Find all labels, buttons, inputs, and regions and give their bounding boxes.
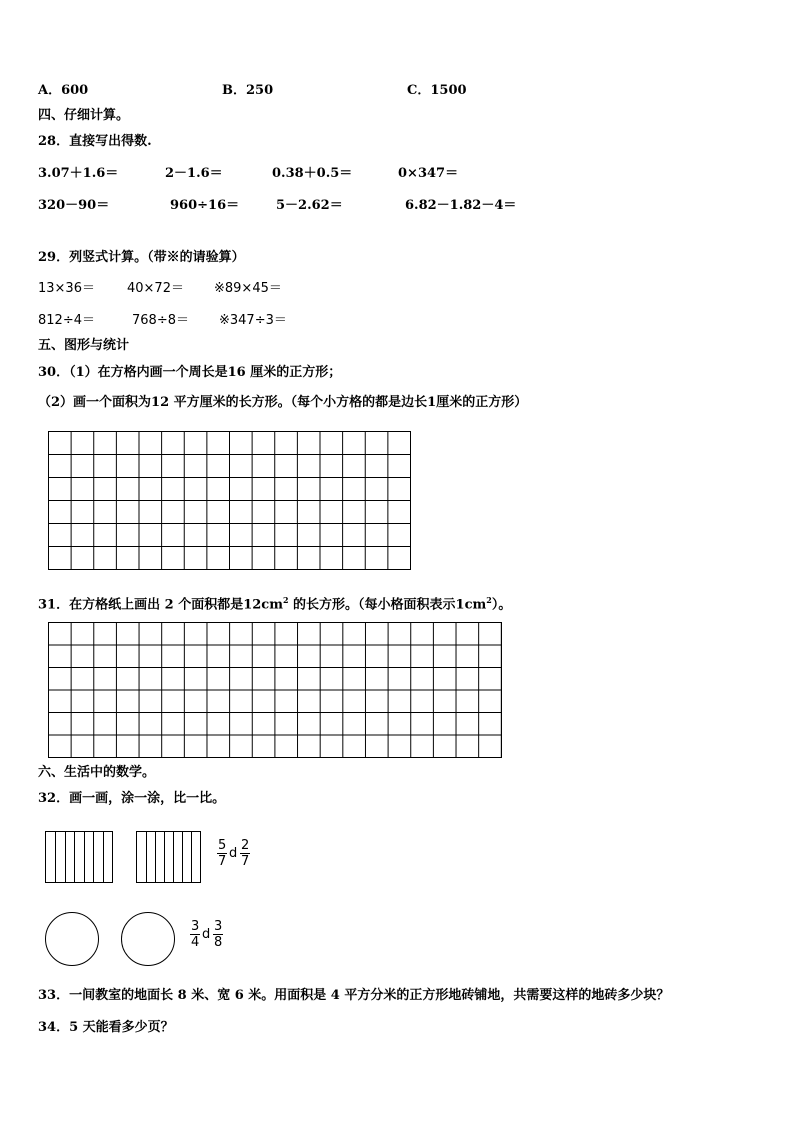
strip-divider [74, 832, 75, 882]
section-heading-4: 四、仔细计算。 [38, 108, 130, 123]
strip-divider [65, 832, 66, 882]
strip-divider [103, 832, 104, 882]
question-31-text [38, 592, 511, 613]
question-34: 34．5 天能看多少页？ [38, 1020, 174, 1035]
choice-b: B．250 [222, 83, 274, 98]
compare-symbol-blank[interactable]: d [229, 846, 238, 861]
q29-expr: 768÷8＝ [132, 313, 189, 328]
question-32-title: 32．画一画，涂一涂，比一比。 [38, 791, 226, 806]
q29-expr: 812÷4＝ [38, 313, 95, 328]
q31-text-part: ）。 [491, 597, 512, 613]
q29-expr: ※347÷3＝ [219, 313, 287, 328]
strip-divider [146, 832, 147, 882]
fraction-3-4 [190, 919, 200, 950]
numerator: 3 [214, 919, 223, 934]
strip-divider [191, 832, 192, 882]
choice-a: A．600 [38, 83, 89, 98]
compare-symbol-blank[interactable]: d [202, 927, 211, 942]
q31-sup: 2 [282, 595, 289, 605]
fraction-3-8 [213, 919, 223, 950]
section-heading-6: 六、生活中的数学。 [38, 765, 156, 780]
question-30-line1: 30．（1）在方格内画一个周长是16 厘米的正方形； [38, 365, 342, 380]
q29-expr: 13×36＝ [38, 281, 95, 296]
circle-diagram-1[interactable] [45, 912, 99, 966]
q31-text-part: 的长方形。（每小格面积表示1cm [288, 597, 487, 613]
fraction-5-7 [217, 838, 227, 869]
strip-divider [173, 832, 174, 882]
q31-sup: 2 [486, 595, 492, 605]
question-29-title: 29．列竖式计算。（带※的请验算） [38, 250, 245, 265]
strip-divider [84, 832, 85, 882]
choice-c: C．1500 [407, 83, 467, 98]
denominator: 7 [218, 854, 227, 869]
denominator: 8 [214, 935, 223, 950]
numerator: 2 [241, 838, 250, 853]
strip-divider [93, 832, 94, 882]
q28-expr: 6.82－1.82－4＝ [405, 198, 517, 213]
q28-expr: 960÷16＝ [170, 198, 240, 213]
question-28-title: 28．直接写出得数. [38, 134, 152, 149]
q28-expr: 3.07＋1.6＝ [38, 166, 119, 181]
strip-divider [55, 832, 56, 882]
fraction-2-7 [240, 838, 250, 869]
strip-divider [164, 832, 165, 882]
q31-text-part: 31．在方格纸上画出 2 个面积都是12cm [38, 597, 283, 613]
strip-divider [182, 832, 183, 882]
denominator: 4 [191, 935, 200, 950]
grid-paper-q31[interactable] [48, 622, 502, 758]
q28-expr: 5－2.62＝ [276, 198, 343, 213]
q29-expr: 40×72＝ [127, 281, 184, 296]
denominator: 7 [241, 854, 250, 869]
circle-diagram-2[interactable] [121, 912, 175, 966]
section-heading-5: 五、图形与统计 [38, 338, 130, 353]
numerator: 3 [191, 919, 200, 934]
q28-expr: 2－1.6＝ [165, 166, 223, 181]
strip-diagram-1[interactable] [45, 831, 113, 883]
strip-diagram-2[interactable] [136, 831, 201, 883]
question-33: 33．一间教室的地面长 8 米、宽 6 米。用面积是 4 平方分米的正方形地砖铺地，共需要这样的地砖多少块？ [38, 988, 670, 1003]
q28-expr: 320－90＝ [38, 198, 110, 213]
strip-divider [155, 832, 156, 882]
q29-expr: ※89×45＝ [214, 281, 282, 296]
grid-paper-q30[interactable] [48, 431, 411, 570]
q28-expr: 0.38＋0.5＝ [272, 166, 353, 181]
numerator: 5 [218, 838, 227, 853]
q28-expr: 0×347＝ [398, 166, 459, 181]
question-30-line2: （2）画一个面积为12 平方厘米的长方形。（每个小方格的都是边长1厘米的正方形） [38, 395, 528, 410]
